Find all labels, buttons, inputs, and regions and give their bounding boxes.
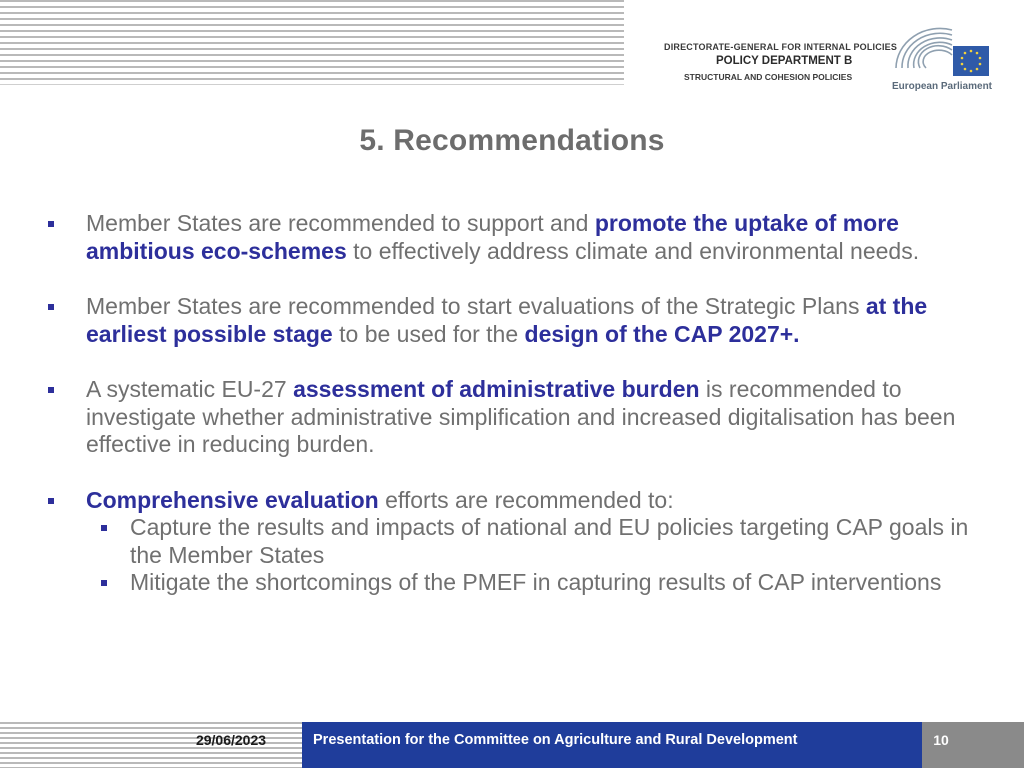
footer-presentation-title: Presentation for the Committee on Agriculture and Rural Development — [313, 732, 798, 748]
bullet-text: efforts are recommended to: — [378, 486, 674, 513]
bullet-eco-schemes — [46, 210, 976, 265]
recommendations-list — [46, 210, 976, 597]
bullet-comprehensive-evaluation — [46, 487, 976, 515]
bullet-strategic-plans — [46, 293, 976, 348]
bullet-administrative-burden — [46, 376, 976, 459]
sub-bullet-mitigate-shortcomings: Mitigate the shortcomings of the PMEF in capturing results of CAP interventions — [46, 569, 976, 597]
header-divider — [0, 84, 624, 85]
european-parliament-name: European Parliament — [891, 81, 993, 92]
sub-bullet-capture-results: Capture the results and impacts of national and EU policies targeting CAP goals in the Member States — [46, 514, 976, 569]
bullet-text: Member States are recommended to start evaluations of the Strategic Plans — [86, 293, 866, 319]
bullet-highlight: Comprehensive evaluation — [86, 486, 379, 513]
bullet-text: is recommended to investigate whether administrative simplification and increased digitalisation has been effective in reducing burden. — [86, 376, 956, 457]
bullet-highlight: assessment of administrative burden — [293, 376, 700, 402]
bullet-highlight: design of the CAP 2027+. — [524, 320, 800, 347]
bullet-text: to be used for the — [332, 320, 525, 347]
slide-title: 5. Recommendations — [359, 124, 665, 157]
bullet-text: Member States are recommended to support and — [86, 210, 595, 236]
policy-department-label: POLICY DEPARTMENT B — [716, 55, 853, 67]
page-number: 10 — [933, 732, 949, 748]
directorate-general-label: DIRECTORATE-GENERAL FOR INTERNAL POLICIES — [664, 42, 898, 52]
institution-header — [664, 42, 898, 82]
bullet-highlight: promote the uptake of more ambitious eco-schemes — [86, 210, 899, 264]
structural-policies-label: STRUCTURAL AND COHESION POLICIES — [684, 72, 853, 82]
footer-date: 29/06/2023 — [195, 732, 267, 748]
header-stripes — [0, 0, 624, 84]
bullet-text: to effectively address climate and environmental needs. — [346, 237, 920, 264]
bullet-highlight: at the earliest possible stage — [86, 293, 928, 347]
bullet-text: A systematic EU-27 — [86, 376, 294, 402]
